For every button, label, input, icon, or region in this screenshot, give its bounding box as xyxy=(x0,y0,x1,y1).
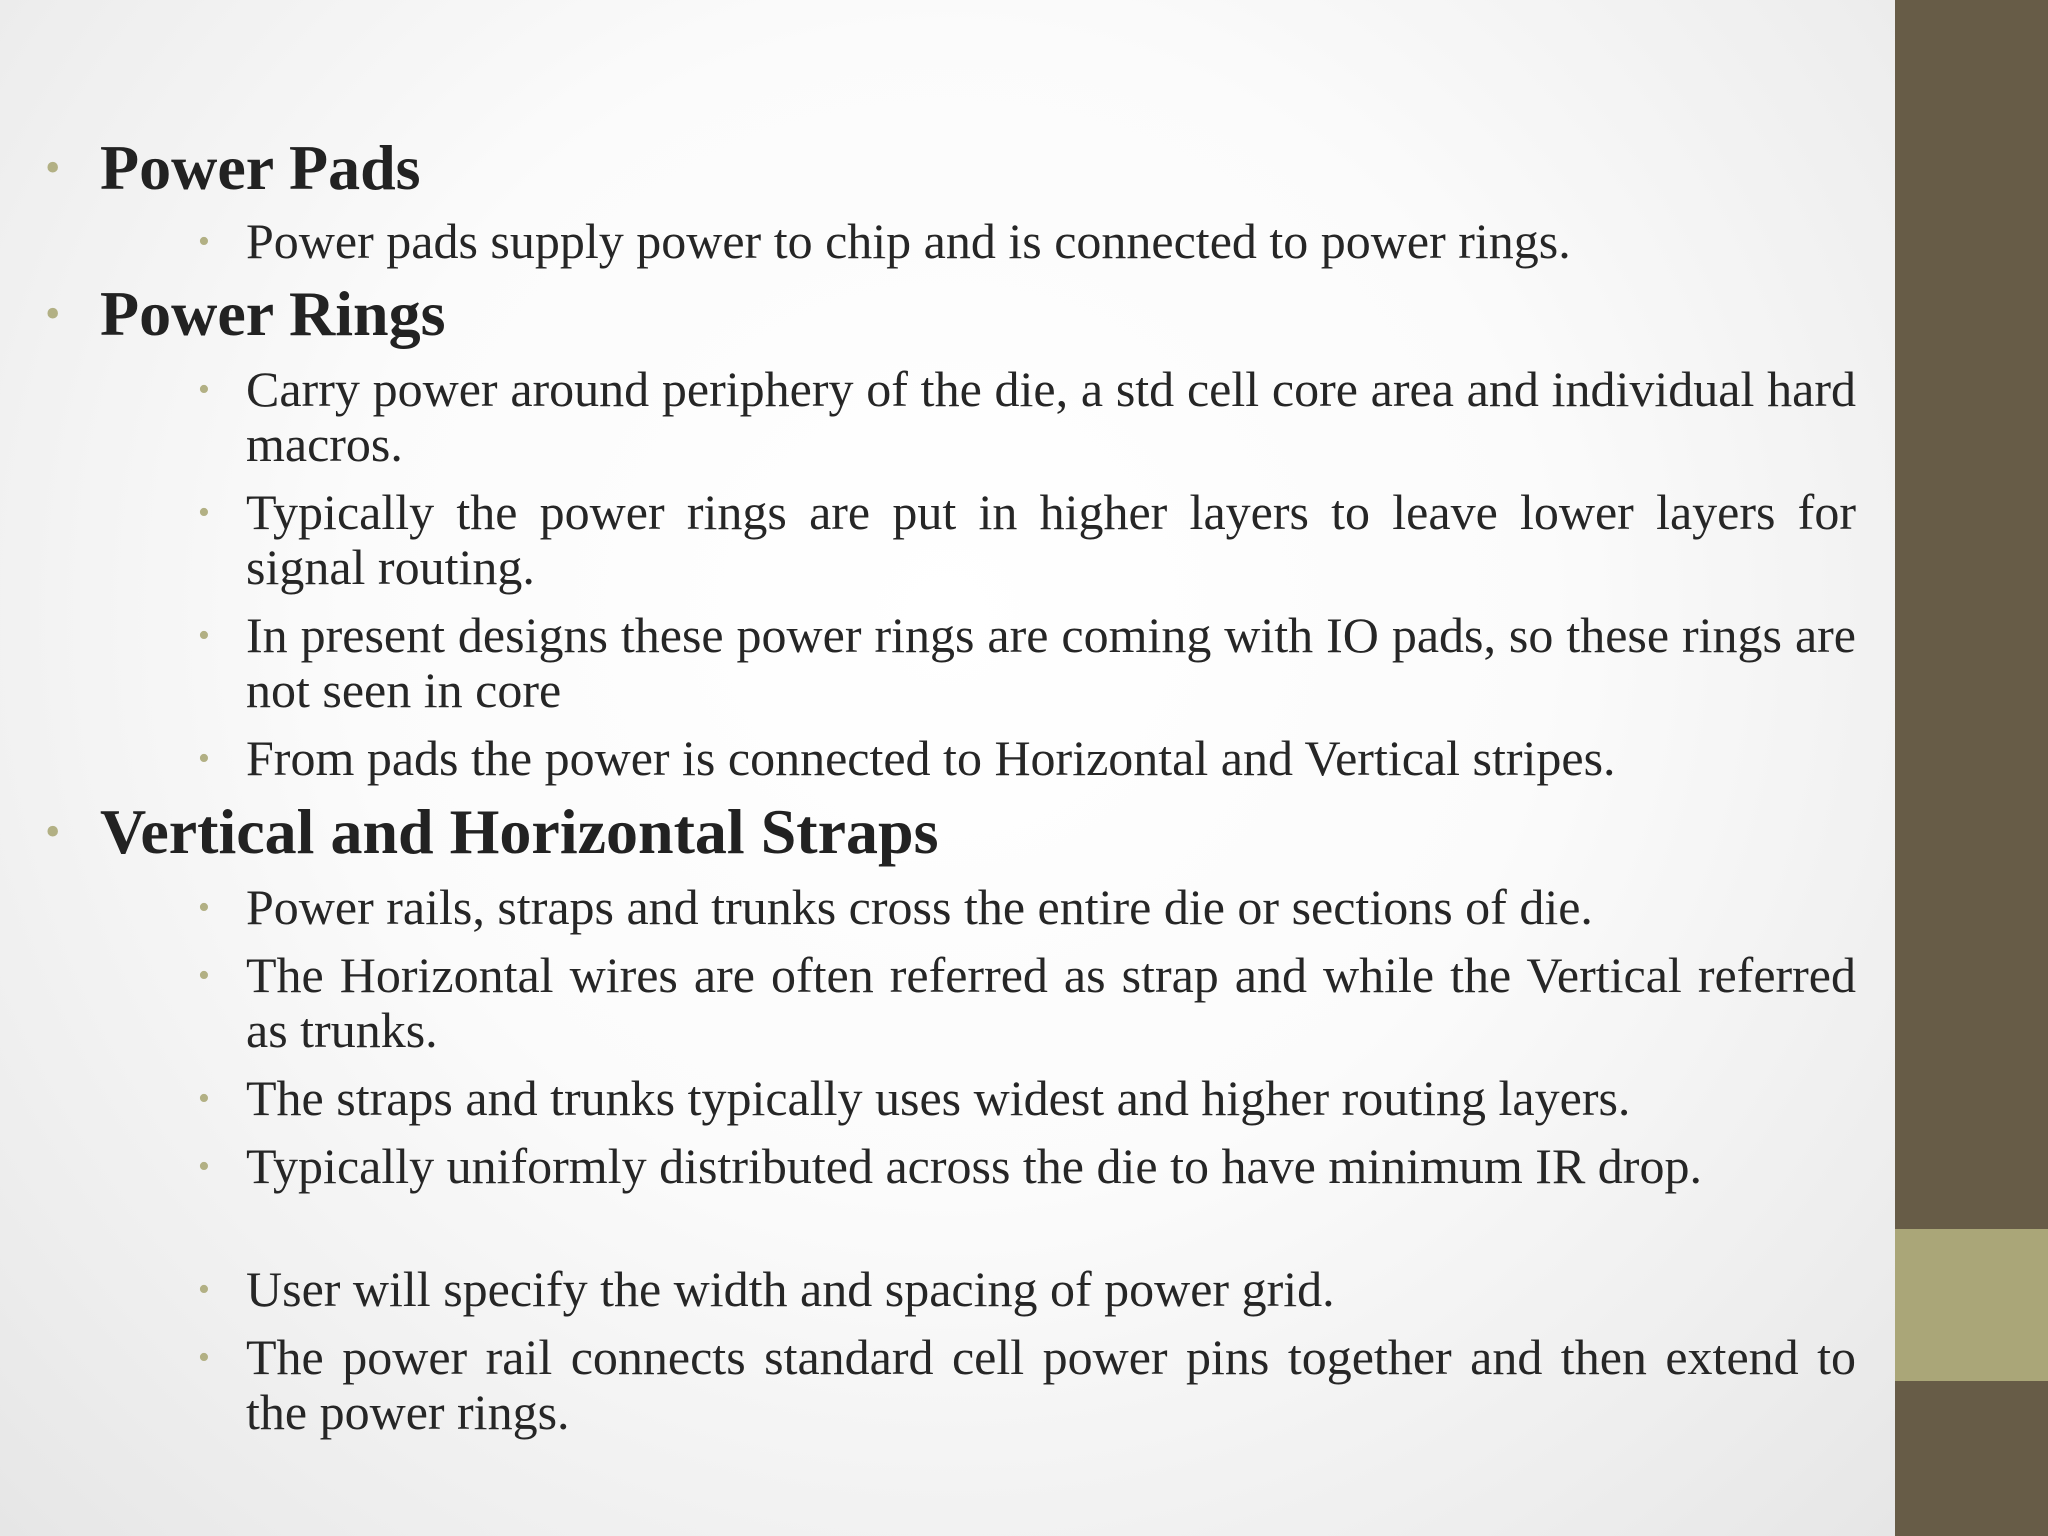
list-item xyxy=(198,1138,1856,1194)
bullet-icon: • xyxy=(45,143,61,192)
bullet-icon: • xyxy=(198,1271,210,1308)
list-item-text: The straps and trunks typically uses widest and higher routing layers. xyxy=(246,1070,1631,1126)
list-item-text: In present designs these power rings are coming with IO pads, so these rings are not seen in core xyxy=(246,607,1856,718)
bullet-icon: • xyxy=(198,957,210,994)
list-item xyxy=(198,484,1856,595)
list-item-text: Typically the power rings are put in higher layers to leave lower layers for signal routing. xyxy=(246,484,1856,595)
heading-power-pads xyxy=(45,132,421,203)
bullet-icon: • xyxy=(198,1339,210,1376)
list-item-text: The power rail connects standard cell power pins together and then extend to the power rings. xyxy=(246,1329,1856,1440)
bullet-icon: • xyxy=(45,289,61,338)
list-item-text: Power pads supply power to chip and is connected to power rings. xyxy=(246,213,1571,269)
list-item xyxy=(198,1070,1856,1126)
bullet-icon: • xyxy=(198,740,210,777)
list-item xyxy=(198,361,1856,472)
side-accent-block xyxy=(1895,1229,2048,1381)
list-item-text: Carry power around periphery of the die, a std cell core area and individual hard macros. xyxy=(246,361,1856,472)
bullet-icon: • xyxy=(198,889,210,926)
list-item-text: User will specify the width and spacing of power grid. xyxy=(246,1261,1335,1317)
list-item xyxy=(198,947,1856,1058)
heading-vertical-horizontal-straps xyxy=(45,796,939,867)
list-item-text: Typically uniformly distributed across the die to have minimum IR drop. xyxy=(246,1138,1702,1194)
list-item xyxy=(198,730,1856,786)
heading-text: Power Pads xyxy=(100,132,421,203)
list-item xyxy=(198,1261,1856,1317)
heading-text: Power Rings xyxy=(100,278,446,349)
list-item-text: The Horizontal wires are often referred as strap and while the Vertical referred as trunks. xyxy=(246,947,1856,1058)
bullet-icon: • xyxy=(198,494,210,531)
bullet-icon: • xyxy=(198,617,210,654)
list-item xyxy=(198,1329,1856,1440)
list-item xyxy=(198,607,1856,718)
heading-power-rings xyxy=(45,278,446,349)
bullet-icon: • xyxy=(198,223,210,260)
bullet-icon: • xyxy=(45,807,61,856)
list-item-text: From pads the power is connected to Horizontal and Vertical stripes. xyxy=(246,730,1616,786)
list-item xyxy=(198,213,1856,269)
heading-text: Vertical and Horizontal Straps xyxy=(100,796,939,867)
list-item-text: Power rails, straps and trunks cross the entire die or sections of die. xyxy=(246,879,1593,935)
list-item xyxy=(198,879,1856,935)
bullet-icon: • xyxy=(198,1148,210,1185)
bullet-icon: • xyxy=(198,1080,210,1117)
bullet-icon: • xyxy=(198,371,210,408)
